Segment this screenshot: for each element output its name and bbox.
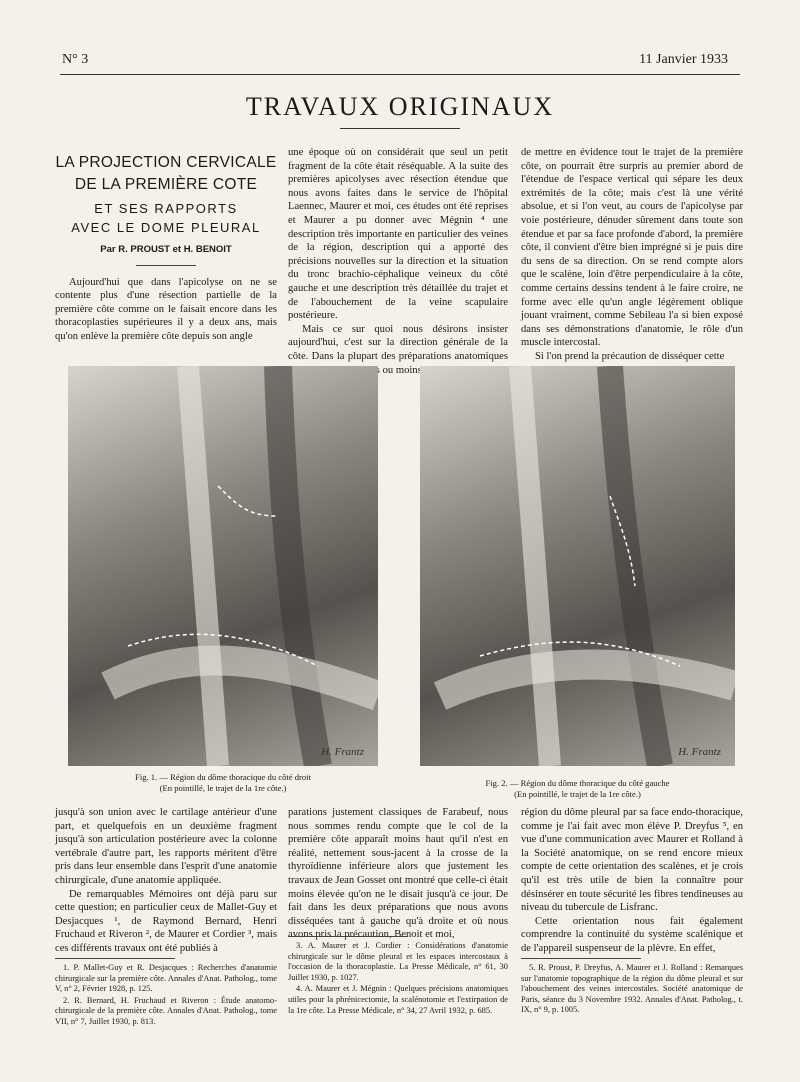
paragraph: Si l'on prend la précaution de disséquer cette: [535, 350, 725, 362]
figure-2-illustration: [420, 366, 735, 766]
issue-date: 11 Janvier 1933: [639, 52, 728, 67]
figure-1-caption-line2: (En pointillé, le trajet de la 1re côte.): [159, 783, 287, 793]
footnote-rule-2: [288, 936, 408, 937]
top-column-2: [288, 146, 508, 377]
paragraph: de mettre en évidence tout le trajet de la première côte, on pourrait être surpris au premier abord de l'étendue de l'espace vertical qui sépare les deux extrémités de la côte; mais c'est là une vérité absolue, et si l'on veut, au cours de l'apicolyse par voie postérieure, dénuder sûrement dans toute son étendue et par sa face profonde d'abord, la première côte, il convient d'être bien imprégné si je puis dire du sens de sa direction. On se rend compte alors que le scalène, loin d'être perpendiculaire à la côte, comme certains dessins tendent à le faire croire, ne forme avec elle qu'un angle légèrement oblique jouant vraiment, comme Sebileau l'a si bien exposé dans ses démonstrations d'anatomie, le rôle d'un muscle intercostal.: [521, 147, 743, 349]
issue-number: N° 3: [62, 52, 89, 67]
figure-1-signature: H. Frantz: [321, 746, 364, 758]
footnote-rule-1: [55, 958, 175, 959]
figure-2-drawing: [420, 366, 735, 766]
footnote: 4. A. Maurer et J. Mégnin : Quelques précisions anatomiques utiles pour la phrénicectomie, la scalénotomie et l'extirpation de la 1re côte. La Presse Médicale, n° 34, 27 Avril 1932, p. 685.: [288, 984, 508, 1015]
paragraph: De remarquables Mémoires ont déjà paru sur cette question; en particulier ceux de Mallet-Guy et Desjacques ¹, de Raymond Bernard, Henri Fruchaud et Riveron ², de Maurer et Cordier ³, mais ces différents travaux ont été publiés à: [55, 888, 277, 954]
footnotes-column-2: [288, 941, 508, 1017]
bottom-column-3: [521, 806, 743, 956]
figure-2-caption-line2: (En pointillé, le trajet de la 1re côte.): [514, 789, 641, 799]
article-title-line2: DE LA PREMIÈRE COTE: [74, 176, 258, 193]
figure-2-signature: H. Frantz: [678, 746, 721, 758]
paragraph: jusqu'à son union avec le cartilage antérieur d'une part, et quelquefois en un deuxième fragment jusqu'à son articulation postérieure avec la colonne vertébrale d'autre part, les rapports méritent d'être pris dans leur ensemble dans l'esprit d'une anatomie chirurgicale, d'une anatomie appliquée.: [55, 807, 277, 886]
article-byline: Par R. PROUST et H. BENOIT: [100, 244, 232, 255]
article-title-line1: LA PROJECTION CERVICALE: [55, 154, 277, 171]
figure-1-illustration: [68, 366, 378, 766]
section-title: TRAVAUX ORIGINAUX: [245, 92, 555, 121]
figure-1-caption: [68, 772, 378, 794]
header-rule: [60, 74, 740, 75]
title-rule: [136, 265, 196, 266]
paragraph: région du dôme pleural par sa face endo-thoracique, comme je l'ai fait avec mon élève P. Dreyfus ⁵, en vue d'une communication avec Maurer et Rolland à la Société anatomique, on se rend encore mieux compte de cette orientation des scalènes, et je crois qu'il est très utile de bien la connaître pour désinsérer en toute sécurité les fibres tendineuses au niveau du tubercule de Lisfranc.: [521, 807, 743, 914]
footnotes-column-1: [55, 963, 277, 1029]
figure-2-caption-line1: Fig. 2. — Région du dôme thoracique du côté gauche: [485, 778, 670, 788]
article-subtitle-line2: AVEC LE DOME PLEURAL: [71, 220, 261, 235]
footnote: 1. P. Mallet-Guy et R. Desjacques : Recherches d'anatomie chirurgicale sur la première côte. Annales d'Anat. Patholog., tome V, n° 2, Février 1928, p. 125.: [55, 963, 277, 994]
bottom-column-2: [288, 806, 508, 942]
top-column-3: [521, 146, 743, 364]
figure-2-caption: [420, 778, 735, 800]
paragraph: Mais ce sur quoi nous désirons insister aujourd'hui, c'est sur la direction générale de la côte. Dans la plupart des préparations anatomiques ou moins: [288, 323, 508, 376]
footnotes-column-3: [521, 963, 743, 1017]
article-subtitle-line1: ET SES RAPPORTS: [94, 201, 238, 216]
top-column-1: [55, 152, 277, 344]
footnote: 3. A. Maurer et J. Cordier : Considérations d'anatomie chirurgicale sur le dôme pleural et les espaces intercostaux à l'occasion de la thoracoplastie. La Presse Médicale, n° 61, 30 Juillet 1930, p. 1027.: [288, 941, 508, 982]
bottom-column-1: [55, 806, 277, 956]
paragraph: parations justement classiques de Farabeuf, nous nous sommes rendu compte que le col de la première côte apparaît moins haut qu'il n'est en réalité, nettement sous-jacent à la crosse de la thyroïdienne inférieure alors que justement les travaux de Jean Gosset ont montré que celle-ci était moins élevée qu'on ne le disait jusqu'à ce jour. De fait dans les deux préparations que nous avons disséquées tant à gauche qu'à droite et où nous avons pris la précaution, Benoit et moi,: [288, 807, 508, 941]
figure-1-caption-line1: Fig. 1. — Région du dôme thoracique du côté droit: [135, 772, 311, 782]
footnote: 5. R. Proust, P. Dreyfus, A. Maurer et J. Rolland : Remarques sur l'anatomie topographique de la région du dôme pleural et sur l'abouchement des veines intercostales. Société anatomique de Paris, séance du 3 Novembre 1932. Annales d'Anat. Patholog., t. IX, n° 9, p. 1005.: [521, 963, 743, 1015]
paragraph: Cette orientation nous fait également comprendre la continuité du système scalénique et de l'appareil suspenseur de la plèvre. En effet,: [521, 915, 743, 954]
footnote-rule-3: [521, 958, 641, 959]
footnote: 2. R. Bernard, H. Fruchaud et Riveron : Étude anatomo-chirurgicale de la première côte. Annales d'Anat. Patholog., tome VII, n° 7, Juillet 1930, p. 813.: [55, 995, 277, 1026]
section-rule: [340, 128, 460, 129]
paragraph: une époque où on considérait que seul un petit fragment de la côte était réséquable. A la suite des premières apicolyses avec résection étendue que nous avons faites dans le service de l'hôpital Laennec, Maurer et moi, ces études ont été reprises et Maurer a pu donner avec Mégnin ⁴ une description très importante en particulier des veines de la région, description qui a apporté des précisions nouvelles sur la direction et la situation du tronc brachio-céphalique veineux du côté gauche et une description très détaillée du trajet et de l'abouchement de la veine scapulaire postérieure.: [288, 147, 508, 322]
paragraph: Aujourd'hui que dans l'apicolyse on ne se contente plus d'une résection partielle de la première côte comme on le faisait encore dans les thoracoplasties supérieures il y a deux ans, mais qu'on enlève la première côte depuis son angle: [55, 276, 277, 342]
figure-1-drawing: [68, 366, 378, 766]
